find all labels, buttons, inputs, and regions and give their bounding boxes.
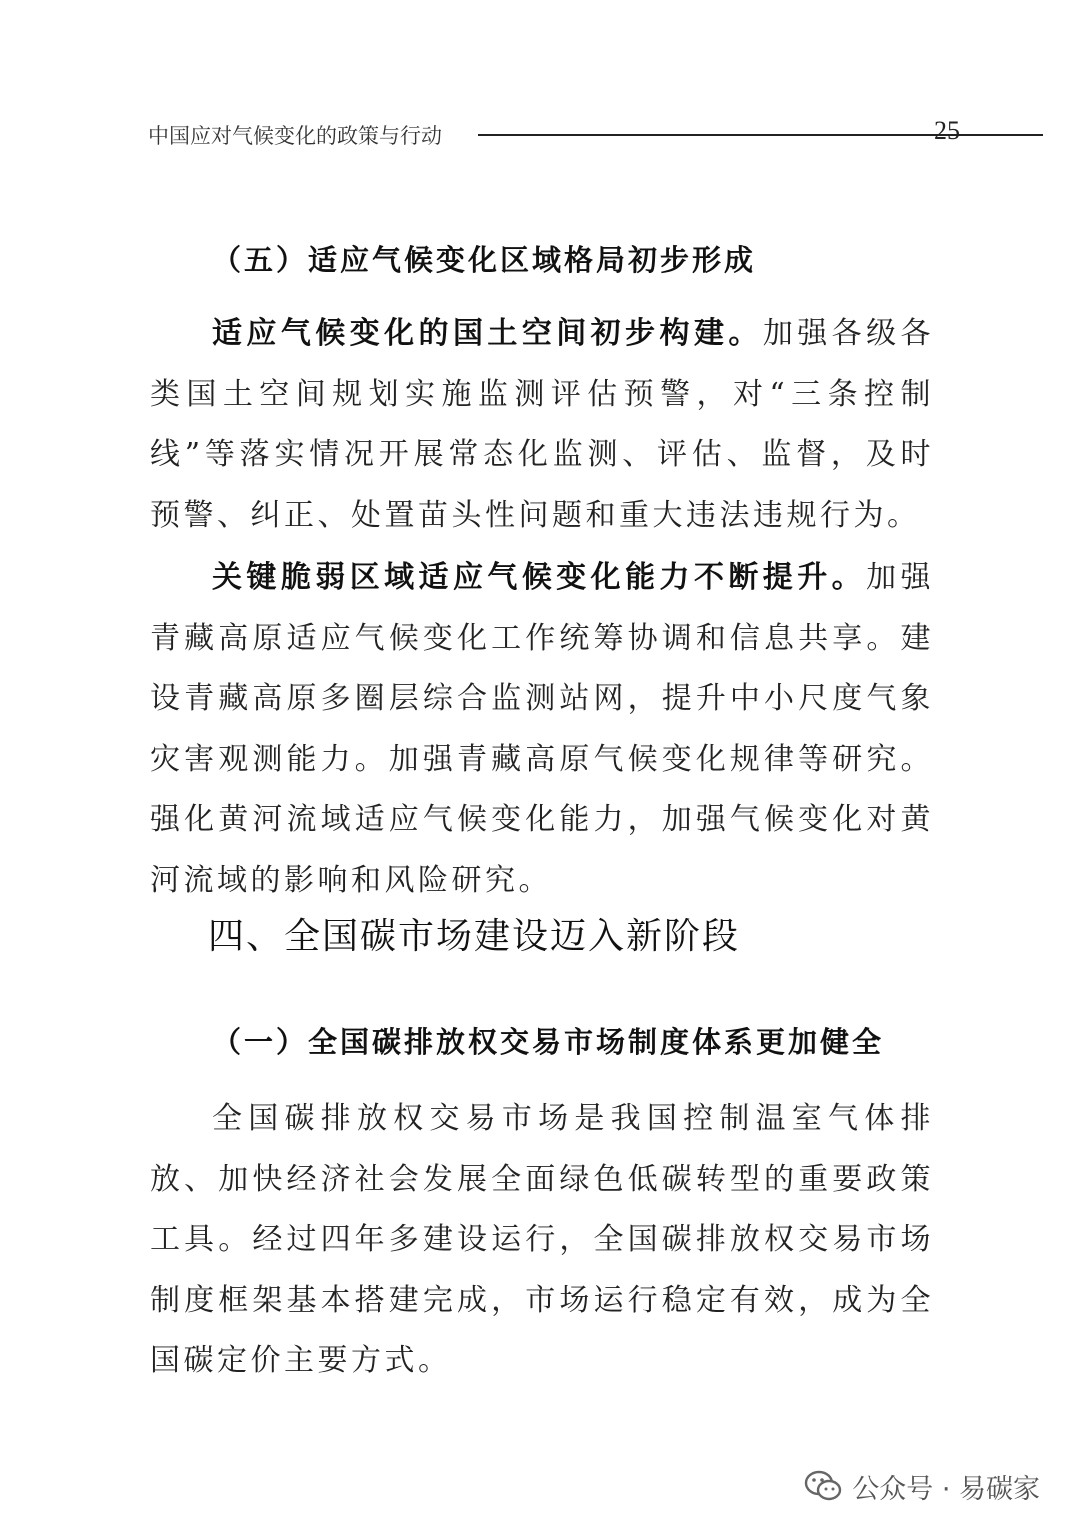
paragraph-body: 加强各级各类国土空间规划实施监测评估预警，对“三条控制线”等落实情况开展常态化监测、评估、监督，及时预警、纠正、处置苗头性问题和重大违法违规行为。 (150, 316, 935, 533)
watermark-text: 公众号 · 易碳家 (852, 1473, 1040, 1505)
paragraph-territorial-space (150, 304, 934, 546)
paragraph-vulnerable-regions (150, 548, 934, 911)
wechat-icon (804, 1470, 842, 1502)
paragraph-lead: 关键脆弱区域适应气候变化能力不断提升。 (212, 560, 867, 595)
section-heading-1: （一）全国碳排放权交易市场制度体系更加健全 (212, 1025, 885, 1059)
paragraph-lead: 适应气候变化的国土空间初步构建。 (212, 316, 763, 351)
running-title: 中国应对气候变化的政策与行动 (148, 124, 442, 148)
watermark (804, 1466, 1040, 1506)
paragraph-carbon-market: 全国碳排放权交易市场是我国控制温室气体排放、加快经济社会发展全面绿色低碳转型的重要政策工具。经过四年多建设运行，全国碳排放权交易市场制度框架基本搭建完成，市场运行稳定有效，成为全国碳定价主要方式。 (150, 1101, 934, 1378)
running-header (148, 112, 960, 156)
chapter-heading-4: 四、全国碳市场建设迈入新阶段 (208, 916, 741, 957)
paragraph-body: 加强青藏高原适应气候变化工作统筹协调和信息共享。建设青藏高原多圈层综合监测站网，提升中小尺度气象灾害观测能力。加强青藏高原气候变化规律等研究。强化黄河流域适应气候变化能力，加强气候变化对黄河流域的影响和风险研究。 (150, 560, 935, 898)
section-heading-5: （五）适应气候变化区域格局初步形成 (212, 243, 757, 277)
page-number: 25 (934, 116, 960, 145)
